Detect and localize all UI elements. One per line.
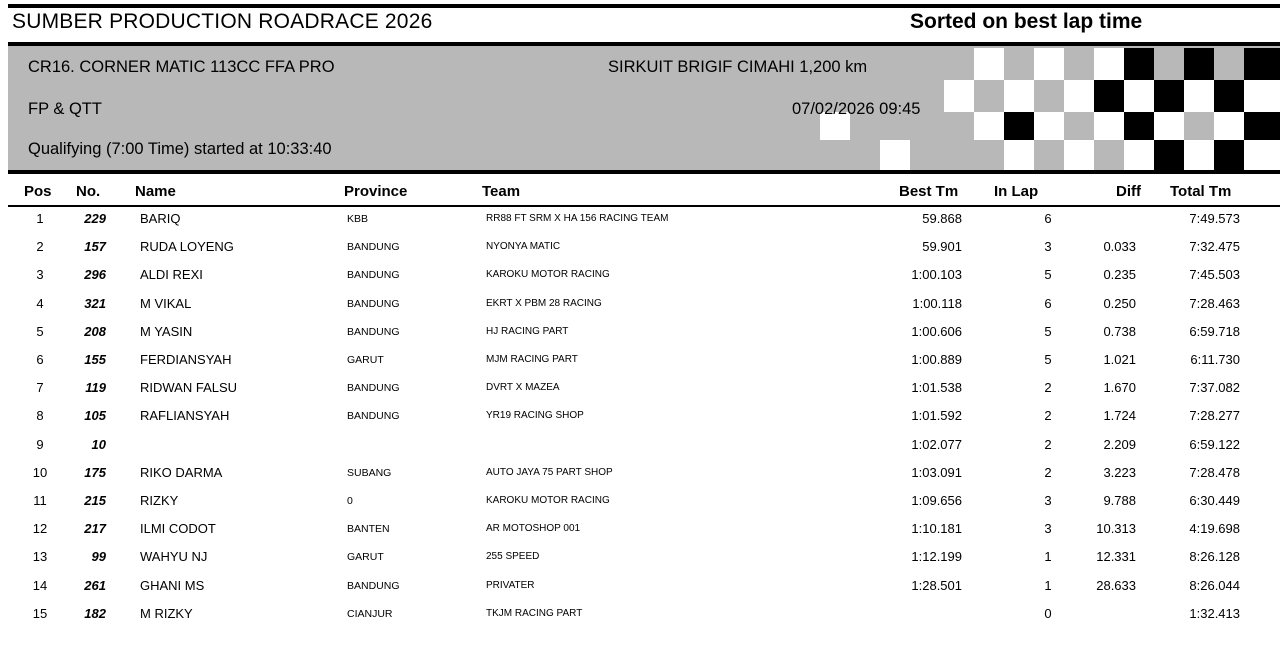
table-row (0, 437, 1280, 465)
rider-name-cell: RAFLIANSYAH (140, 408, 230, 424)
rider-name-cell: M YASIN (140, 323, 193, 339)
in-lap-cell: 1 (1044, 549, 1052, 565)
race-number-cell: 99 (91, 549, 106, 565)
in-lap-cell: 5 (1044, 267, 1052, 283)
province-cell: BANDUNG (347, 410, 400, 423)
sort-label: Sorted on best lap time (910, 10, 1143, 33)
position-cell: 3 (36, 267, 44, 283)
total-time-cell: 4:19.698 (1189, 521, 1240, 537)
in-lap-cell: 0 (1044, 605, 1052, 621)
in-lap-cell: 5 (1044, 352, 1052, 367)
diff-cell: 28.633 (1096, 577, 1136, 593)
in-lap-cell: 1 (1044, 577, 1052, 593)
in-lap-cell: 2 (1044, 408, 1052, 424)
total-time-cell: 7:28.463 (1189, 295, 1240, 311)
province-cell: BANDUNG (347, 269, 400, 282)
table-row (0, 267, 1280, 295)
team-cell: NYONYA MATIC (486, 241, 561, 253)
team-cell: DVRT X MAZEA (486, 382, 560, 394)
best-time-cell: 1:10.181 (911, 521, 962, 537)
race-number-cell: 296 (84, 267, 106, 283)
diff-cell: 0.235 (1103, 267, 1136, 283)
col-total-time: Total Tm (1170, 183, 1232, 200)
diff-cell: 1.670 (1103, 380, 1136, 396)
race-number-cell: 10 (91, 436, 106, 452)
diff-cell: 12.331 (1096, 549, 1136, 565)
position-cell: 4 (36, 295, 44, 311)
diff-cell: 10.313 (1096, 521, 1136, 537)
header-rule (8, 205, 1280, 207)
diff-cell: 0.033 (1103, 239, 1136, 255)
best-time-cell: 1:01.538 (911, 380, 962, 396)
team-cell: 255 SPEED (486, 551, 540, 563)
in-lap-cell: 6 (1044, 211, 1052, 226)
in-lap-cell: 5 (1044, 323, 1052, 339)
province-cell: BANDUNG (347, 241, 400, 254)
province-cell: BANDUNG (347, 579, 400, 592)
race-number-cell: 105 (84, 408, 106, 424)
top-rule (8, 4, 1280, 8)
best-time-cell: 1:00.103 (911, 267, 962, 283)
race-number-cell: 217 (84, 521, 106, 537)
province-cell: CIANJUR (347, 607, 393, 620)
total-time-cell: 1:32.413 (1189, 605, 1240, 621)
rider-name-cell: BARIQ (140, 211, 181, 226)
total-time-cell: 7:37.082 (1189, 380, 1240, 396)
table-row (0, 606, 1280, 634)
session-banner (8, 42, 1280, 174)
best-time-cell: 59.868 (922, 211, 962, 226)
rider-name-cell: RIKO DARMA (140, 464, 223, 480)
province-cell: 0 (347, 495, 353, 507)
table-row (0, 521, 1280, 549)
rider-name-cell: ALDI REXI (140, 267, 203, 283)
col-pos: Pos (24, 183, 52, 200)
table-row (0, 324, 1280, 352)
col-best-time: Best Tm (899, 183, 959, 200)
rider-name-cell: M RIZKY (140, 605, 193, 621)
table-row (0, 296, 1280, 324)
position-cell: 12 (32, 521, 48, 537)
diff-cell: 9.788 (1103, 493, 1136, 508)
position-cell: 15 (32, 605, 48, 621)
table-row (0, 211, 1280, 239)
table-row (0, 578, 1280, 606)
total-time-cell: 6:30.449 (1189, 493, 1240, 508)
race-number-cell: 229 (84, 211, 106, 226)
rider-name-cell: WAHYU NJ (140, 549, 208, 565)
rider-name-cell: FERDIANSYAH (140, 352, 232, 367)
in-lap-cell: 6 (1044, 295, 1052, 311)
race-number-cell: 155 (84, 352, 106, 367)
position-cell: 13 (32, 549, 48, 565)
total-time-cell: 7:28.277 (1189, 408, 1240, 424)
race-number-cell: 215 (84, 493, 106, 508)
best-time-cell: 1:09.656 (911, 493, 962, 508)
in-lap-cell: 2 (1044, 380, 1052, 396)
province-cell: GARUT (347, 551, 384, 564)
event-title: SUMBER PRODUCTION ROADRACE 2026 (12, 10, 433, 33)
table-row (0, 408, 1280, 436)
province-cell: BANDUNG (347, 325, 400, 338)
diff-cell: 0.738 (1103, 323, 1136, 339)
in-lap-cell: 3 (1044, 521, 1052, 537)
diff-cell: 1.021 (1103, 352, 1136, 367)
team-cell: HJ RACING PART (486, 325, 569, 337)
province-cell: BANDUNG (347, 382, 400, 395)
diff-cell: 1.724 (1103, 408, 1136, 424)
province-cell: BANTEN (347, 523, 390, 536)
session-status: Qualifying (7:00 Time) started at 10:33:40 (28, 140, 332, 158)
position-cell: 5 (36, 323, 44, 339)
race-number-cell: 208 (84, 323, 106, 339)
position-cell: 7 (36, 380, 44, 396)
table-row (0, 465, 1280, 493)
col-in-lap: In Lap (994, 183, 1039, 200)
province-cell: GARUT (347, 354, 384, 366)
race-number-cell: 119 (85, 380, 106, 396)
race-number-cell: 157 (84, 239, 106, 255)
diff-cell: 2.209 (1103, 436, 1136, 452)
table-row (0, 352, 1280, 380)
team-cell: MJM RACING PART (486, 354, 578, 365)
team-cell: AR MOTOSHOP 001 (486, 523, 581, 535)
session-datetime: 07/02/2026 09:45 (792, 100, 921, 118)
total-time-cell: 7:28.478 (1189, 464, 1240, 480)
total-time-cell: 6:59.122 (1189, 436, 1240, 452)
total-time-cell: 7:49.573 (1189, 211, 1240, 226)
circuit-name: SIRKUIT BRIGIF CIMAHI 1,200 km (608, 58, 868, 76)
rider-name-cell: RUDA LOYENG (140, 239, 234, 255)
in-lap-cell: 3 (1044, 239, 1052, 255)
team-cell: RR88 FT SRM X HA 156 RACING TEAM (486, 213, 669, 224)
total-time-cell: 6:59.718 (1189, 323, 1240, 339)
in-lap-cell: 2 (1044, 464, 1052, 480)
position-cell: 6 (36, 352, 44, 367)
position-cell: 14 (32, 577, 48, 593)
best-time-cell: 1:00.606 (911, 323, 962, 339)
province-cell: BANDUNG (347, 297, 400, 310)
rider-name-cell: RIDWAN FALSU (140, 380, 238, 396)
team-cell: KAROKU MOTOR RACING (486, 495, 610, 506)
col-name: Name (135, 183, 176, 200)
position-cell: 9 (36, 436, 44, 452)
table-row (0, 549, 1280, 577)
race-number-cell: 321 (84, 295, 106, 311)
team-cell: KAROKU MOTOR RACING (486, 269, 610, 281)
total-time-cell: 7:32.475 (1189, 239, 1240, 255)
table-row (0, 380, 1280, 408)
position-cell: 11 (33, 493, 47, 508)
best-time-cell: 1:12.199 (911, 549, 962, 565)
diff-cell: 3.223 (1103, 464, 1136, 480)
session-name: FP & QTT (28, 100, 102, 118)
best-time-cell: 1:00.889 (911, 352, 962, 367)
best-time-cell: 1:28.501 (911, 577, 962, 593)
table-row (0, 239, 1280, 267)
team-cell: PRIVATER (486, 579, 535, 591)
province-cell: SUBANG (347, 466, 392, 479)
province-cell: KBB (347, 213, 369, 225)
diff-cell: 0.250 (1103, 295, 1136, 311)
total-time-cell: 6:11.730 (1190, 352, 1240, 367)
rider-name-cell: RIZKY (140, 493, 179, 508)
class-name: CR16. CORNER MATIC 113CC FFA PRO (28, 58, 335, 76)
race-number-cell: 261 (84, 577, 106, 593)
team-cell: AUTO JAYA 75 PART SHOP (486, 466, 613, 478)
race-number-cell: 182 (84, 605, 106, 621)
team-cell: YR19 RACING SHOP (486, 410, 584, 422)
total-time-cell: 7:45.503 (1189, 267, 1240, 283)
team-cell: EKRT X PBM 28 RACING (486, 297, 602, 309)
best-time-cell: 1:03.091 (911, 464, 962, 480)
total-time-cell: 8:26.128 (1189, 549, 1240, 565)
rider-name-cell: ILMI CODOT (140, 521, 216, 537)
team-cell: TKJM RACING PART (486, 607, 583, 619)
col-no: No. (76, 183, 101, 200)
rider-name-cell: M VIKAL (140, 295, 192, 311)
col-province: Province (344, 183, 408, 200)
table-row (0, 493, 1280, 521)
in-lap-cell: 2 (1044, 436, 1052, 452)
position-cell: 1 (36, 211, 44, 226)
position-cell: 8 (36, 408, 44, 424)
position-cell: 10 (32, 464, 48, 480)
col-team: Team (482, 183, 521, 200)
in-lap-cell: 3 (1044, 493, 1052, 508)
total-time-cell: 8:26.044 (1189, 577, 1240, 593)
position-cell: 2 (36, 239, 44, 255)
rider-name-cell: GHANI MS (140, 577, 205, 593)
best-time-cell: 59.901 (922, 239, 962, 255)
best-time-cell: 1:00.118 (912, 295, 962, 311)
race-number-cell: 175 (84, 464, 106, 480)
best-time-cell: 1:01.592 (911, 408, 962, 424)
col-diff: Diff (1116, 183, 1141, 200)
best-time-cell: 1:02.077 (911, 436, 962, 452)
